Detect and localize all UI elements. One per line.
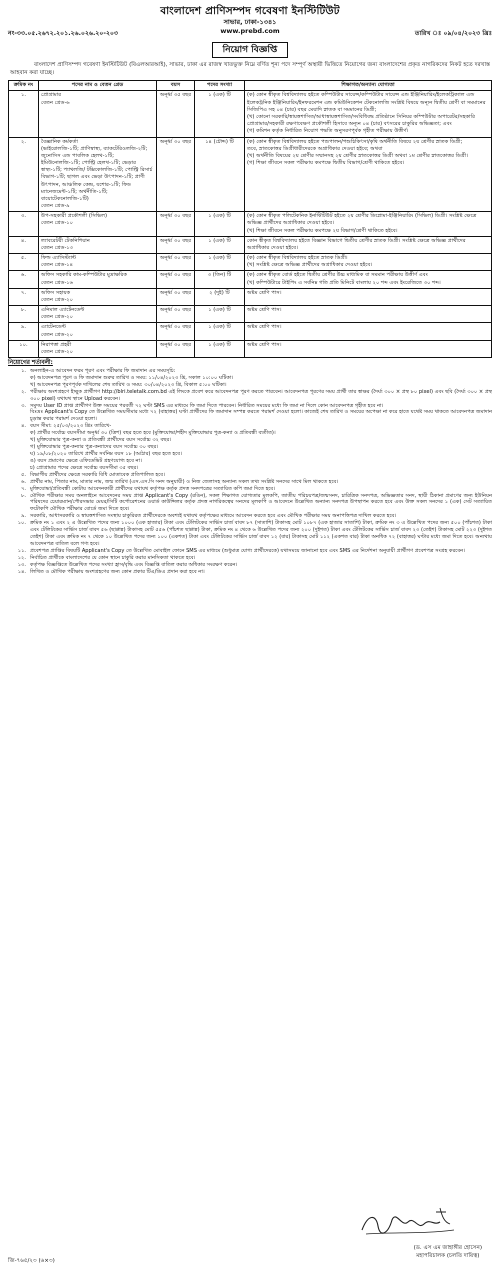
cell-serial: ৭. bbox=[9, 288, 39, 305]
term-item bbox=[8, 486, 492, 493]
term-item bbox=[8, 548, 492, 555]
vacancy-table-header bbox=[9, 81, 492, 91]
cell-post: এনিমাল এ্যাটেনডেন্ট বেতন গ্রেড-২০ bbox=[39, 306, 157, 323]
cell-count: ১৪ (চৌদ্দ) টি bbox=[195, 137, 245, 212]
term-text: মৌখিক পরীক্ষার সময় অনলাইনে আবেদনের সময় প্রাপ্ত Applicant's Copy (রঙিন), সকল শিক্ষাগত যোগ্যতার মূলকপি, জাতীয় পরিচয়পত্র/জন্মসনদ, চারিত্রিক সনদপত্র, অভিজ্ঞতার সনদ, স্থায়ী ঠিকানা প্রমাণের জন্য ইউনিয়ন পরিষদের চেয়ারম্যান/পৌরসভার মেয়র/সিটি কর্পোরেশনের ওয়ার্ড কাউন্সিলর কর্তৃক প্রদত্ত নাগরিকত্বের সনদের মূলকপি ও আবেদনে উল্লেখিত অন্যান্য সনদপত্র উপস্থাপন করতে হবে এবং উক্ত সকল সনদের ১ (এক) সেট সত্যায়িত ফটোকপি মৌখিক পরীক্ষার বোর্ডে জমা দিতে হবে। bbox=[30, 492, 492, 513]
cell-serial: ২. bbox=[9, 137, 39, 212]
term-text: বিভাগীয় প্রার্থীদের ক্ষেত্রে সরকারি বিধি মোতাবেক প্রতিপালিত হবে। bbox=[30, 471, 165, 478]
term-number: ৯. bbox=[21, 513, 26, 520]
term-item bbox=[8, 465, 492, 472]
cell-count: ১ (এক) টি bbox=[195, 340, 245, 357]
table-row bbox=[9, 271, 492, 288]
cell-age: অনূর্ধ্ব ৩০ বছর bbox=[157, 254, 195, 271]
term-item bbox=[8, 458, 492, 465]
cell-post: অফিস সহকারি কাম-কম্পিউটার মুদ্রাক্ষরিক বেতন গ্রেড-১৬ bbox=[39, 271, 157, 288]
cell-serial: ৮. bbox=[9, 306, 39, 323]
circular-title: নিয়োগ বিজ্ঞপ্তি bbox=[212, 42, 289, 58]
cell-age: অনূর্ধ্ব ৩০ বছর bbox=[157, 236, 195, 253]
term-number: ১. bbox=[21, 367, 26, 374]
term-number: ১১. bbox=[17, 547, 26, 554]
term-text: চ) প্রোগ্রামার পদের ক্ষেত্রে সর্বোচ্চ বয়সসীমা ৩৫ বছর। bbox=[30, 464, 139, 471]
table-row bbox=[9, 288, 492, 305]
term-text: বয়স সীমা: ২৫/০৩/২০২৩ খ্রিঃ তারিখে- bbox=[30, 423, 112, 430]
term-text: মুক্তিযোদ্ধা/প্রতিবন্ধী কোটায় আবেদনকারী প্রার্থীদের যথাযথ কর্তৃপক্ষ কর্তৃক প্রদত্ত সনদপত্রের সত্যায়িত কপি জমা দিতে হবে। bbox=[30, 485, 276, 492]
organization-website: www.prebd.com bbox=[220, 26, 280, 35]
cell-post: ল্যাবরেটরী টেকনিশিয়ান বেতন গ্রেড-১৩ bbox=[39, 236, 157, 253]
term-text: ক্রমিক নং ১ এবং ২ এ উল্লেখিত পদের জন্য ১০০০ (এক হাজার) টাকা এবং টেলিটকের সার্ভিস চার্জ বাবদ ৮৭ (সাতাশি) টাকাসহ মোট ১০৮৭ (এক হাজার সাতাশি) টাকা, ক্রমিক নং ৩ এ উল্লেখিত পদের জন্য ৫০০ (পাঁচশত) টাকা এবং টেলিটকের সার্ভিস চার্জ বাবদ ৫৬ (ছাপ্পান্ন) টাকাসহ মোট ৫৫৬ (পাঁচশত ছাপ্পান্ন) টাকা, ক্রমিক নং ৪ থেকে ৬ উল্লেখিত পদের জন্য ২০০ (দুইশত) টাকা এবং টেলিটকের সার্ভিস চার্জ বাবদ ২৩ (তেইশ) টাকাসহ মোট ২২৩ (দুইশত তেইশ) টাকা এবং ক্রমিক নং ৭ থেকে ১০ উল্লেখিত পদের জন্য ১০০ (একশত) টাকা এবং টেলিটকের সার্ভিস চার্জ বাবদ ১২ (বার) টাকাসহ মোট ১১২ (একশত বার) টাকা অনধিক ৭২ (বাহাত্তর) ঘণ্টার মধ্যে জমা দিতে হবে। অন্যথায় আবেদনপত্র বাতিল বলে গণ্য হবে। bbox=[30, 520, 492, 547]
table-row bbox=[9, 137, 492, 212]
term-item bbox=[8, 382, 492, 389]
term-text: ঘ) ১৯/০৮/২০২০ তারিখে প্রার্থীর সর্বনিম্ন বয়স ১৮ (আঠার) বছর হতে হবে। bbox=[30, 451, 182, 458]
cell-serial: ৬. bbox=[9, 271, 39, 288]
term-number: ৪. bbox=[21, 423, 26, 430]
cell-post: অফিস সহায়ক বেতন গ্রেড-২০ bbox=[39, 288, 157, 305]
cell-serial: ৩. bbox=[9, 212, 39, 237]
term-text: ক) প্রার্থীর সর্বোচ্চ বয়সসীমা অনূর্ধ্ব ৩০ (ত্রিশ) বছর হতে হবে (মুক্তিযোদ্ধা/শহীদ মুক্তিযোদ্ধার পুত্র-কন্যা ও প্রতিবন্ধী ব্যতীত)। bbox=[30, 430, 276, 437]
cell-serial: ১০. bbox=[9, 340, 39, 357]
col-header-age: বয়স bbox=[157, 81, 195, 91]
reference-number: নং-৩৩.০৫.২৬৭২.২০১.২৬.০২৬.২০-২০৩ bbox=[8, 29, 119, 37]
cell-serial: ৪. bbox=[9, 236, 39, 253]
cell-serial: ১. bbox=[9, 91, 39, 137]
cell-qualification: (ক) কোন স্বীকৃত বিশ্ববিদ্যালয় হইতে কম্পিউটার সায়েন্স/কম্পিউটার সায়েন্স এন্ড ইঞ্জিনিয়ারিং/ইলেকট্রিক্যাল এন্ড ইলেকট্রনিক ইঞ্জিনিয়ারিং/ইনফরমেশন এন্ড কমিউনিকেশন টেকনোলজি সংশ্লিষ্ট বিষয়ে অন্যূন দ্বিতীয় শ্রেণী বা সমমানের সিজিপিএ সহ ০৪ (চার) বছর মেয়াদি স্নাতক বা সমমানের ডিগ্রী; (খ) কোনো সরকারি/স্বায়ত্তশাসিত/আধাস্বায়ত্তশাসিত/সংবিধিবদ্ধ প্রতিষ্ঠানে সিনিয়র কম্পিউটার অপারেটর/সহকারি প্রোগ্রামার/সহকারী রক্ষণাবেক্ষণ প্রকৌশলী হিসাবে অন্যূন ০৪ (চার) বৎসরের চাকুরির অভিজ্ঞতা; এবং (গ) কমিশন কর্তৃক নির্ধারিত নিয়োগ পদ্ধতি অনুসরণপূর্বক গৃহীত পরীক্ষায় উত্তীর্ণ। bbox=[245, 91, 492, 137]
term-item bbox=[8, 389, 492, 403]
term-item bbox=[8, 562, 492, 569]
cell-count: ১ (এক) টি bbox=[195, 212, 245, 237]
cell-qualification: কোন স্বীকৃত বিশ্ববিদ্যালয় হইতে বিজ্ঞান বিভাগে দ্বিতীয় শ্রেণীর স্নাতক ডিগ্রী। সংশ্লিষ্ট ক্ষেত্রে অভিজ্ঞ প্রার্থীদের অগ্রাধিকার দেওয়া হইবে। bbox=[245, 236, 492, 253]
cell-age: অনূর্ধ্ব ৩০ বছর bbox=[157, 340, 195, 357]
col-header-post: পদের নাম ও বেতন গ্রেড bbox=[39, 81, 157, 91]
signatory-designation: মহাপরিচালক (চলতি দায়িত্ব) bbox=[416, 1253, 480, 1260]
term-text: গ) মুক্তিযোদ্ধার পুত্র-কন্যার পুত্র-কন্যাদের বয়স সর্বোচ্চ ৩০ বছর। bbox=[30, 444, 159, 451]
term-number: ২. bbox=[21, 388, 26, 395]
cell-age: অনূর্ধ্ব ৩০ বছর bbox=[157, 288, 195, 305]
col-header-serial: ক্রমিক নং bbox=[9, 81, 39, 91]
cell-qualification: অষ্টম শ্রেণি পাস। bbox=[245, 323, 492, 340]
cell-post: নিরাপত্তা প্রহরী বেতন গ্রেড-২০ bbox=[39, 340, 157, 357]
circular-date: তারিখ ঃ ০৯/০৪/২০২৩ খ্রিঃ bbox=[414, 29, 492, 37]
cell-post: প্রোগ্রামার বেতন গ্রেড-৬ bbox=[39, 91, 157, 137]
term-item bbox=[8, 368, 492, 375]
term-text: কর্তৃপক্ষ বিজ্ঞপ্তিতে উল্লেখিত পদের সংখ্যা হ্রাস/বৃদ্ধি এবং বিজ্ঞপ্তি বাতিল করার অধিকার সংরক্ষণ করেন। bbox=[30, 561, 238, 568]
organization-name: বাংলাদেশ প্রাণিসম্পদ গবেষণা ইনস্টিটিউট bbox=[160, 5, 340, 17]
term-item bbox=[8, 444, 492, 451]
term-number: ৭. bbox=[21, 485, 26, 492]
term-number bbox=[8, 465, 30, 472]
term-number bbox=[8, 382, 30, 389]
term-number bbox=[8, 375, 30, 382]
table-row bbox=[9, 306, 492, 323]
term-item bbox=[8, 493, 492, 514]
organization-address: সাভার, ঢাকা-১৩৪১ bbox=[223, 18, 277, 27]
term-item bbox=[8, 451, 492, 458]
col-header-qualification: শিক্ষাগত/অন্যান্য যোগ্যতা bbox=[245, 81, 492, 91]
cell-qualification: (ক) কোন স্বীকৃত বিশ্ববিদ্যালয় হইতে স্নাতক ডিগ্রী। (খ) সংশ্লিষ্ট ক্ষেত্রে অভিজ্ঞ প্রার্থীদের অগ্রাধিকার দেওয়া হইবে। bbox=[245, 254, 492, 271]
cell-serial: ৯. bbox=[9, 323, 39, 340]
signatory-name: (ড. এস এম জাহাঙ্গীর হোসেন) bbox=[413, 1245, 482, 1251]
cell-age: অনূর্ধ্ব ৩০ বছর bbox=[157, 323, 195, 340]
term-number: ৩. bbox=[21, 402, 26, 409]
table-row bbox=[9, 340, 492, 357]
cell-post: উপ-সহকারী প্রকৌশলী (সিভিল) বেতন গ্রেড-১০ bbox=[39, 212, 157, 237]
term-text: প্রার্থীর নাম, পিতার নাম, মাতার নাম, জন্ম তারিখ (এস.এস.সি সনদ অনুযায়ী) ও নিজ জেলাসহ অন্যান্য সকল তথ্য সংশ্লিষ্ট সনদের সাথে মিল থাকতে হবে। bbox=[30, 478, 339, 485]
term-text: অনলাইন-এ আবেদন ফরম পূরণ এবং পরীক্ষার ফি জমাদান এর সময়সূচি: bbox=[30, 367, 176, 374]
cell-age: অনূর্ধ্ব ৩০ বছর bbox=[157, 306, 195, 323]
term-number: ১০. bbox=[17, 520, 26, 527]
term-item bbox=[8, 479, 492, 486]
term-text: লিখিত ও মৌখিক পরীক্ষায় অংশগ্রহণের জন্য কোন প্রকার টিএ/ডিএ প্রদান করা হবে না। bbox=[30, 568, 205, 575]
cell-age: অনূর্ধ্ব ৩০ বছর bbox=[157, 271, 195, 288]
cell-qualification: অষ্টম শ্রেণি পাস। bbox=[245, 340, 492, 357]
cell-count: ১ (এক) টি bbox=[195, 91, 245, 137]
intro-paragraph: বাংলাদেশ প্রাণিসম্পদ গবেষণা ইনস্টিটিউট (বিএলআরআই), সাভার, ঢাকা এর রাজস্ব খাতভুক্ত নিম্নে বর্ণিত শূন্য পদে সম্পূর্ণ অস্থায়ী ভিত্তিতে নিয়োগের জন্য বাংলাদেশের প্রকৃত নাগরিকদের নিকট হতে দরখাস্ত আহবান করা যাচ্ছে। bbox=[10, 62, 490, 76]
cell-age: অনূর্ধ্ব ৩০ বছর bbox=[157, 212, 195, 237]
term-text: প্রবেশপত্র প্রাপ্তির বিষয়টি Applicant's Copy তে উল্লেখিত মোবাইল ফোনে SMS এর মাধ্যমে (শুধুমাত্র যোগ্য প্রার্থীদেরকে) যথাসময়ে জানানো হবে এবং SMS এর নির্দেশনা অনুযায়ী প্রার্থীগণ প্রবেশপত্র সংগ্রহ করবেন। bbox=[30, 547, 466, 554]
term-number bbox=[8, 409, 30, 423]
cell-qualification: (ক) কোন স্বীকৃত বোর্ড হইতে দ্বিতীয় শ্রেণীর উচ্চ মাধ্যমিক বা সমমান পরীক্ষায় উত্তীর্ণ এবং (খ) কম্পিউটারে টাইপিং এ সর্বনিম্ন গতি প্রতি মিনিটে বাংলায় ২০ শব্দ এবং ইংরেজিতে ৩০ শব্দ। bbox=[245, 271, 492, 288]
term-item bbox=[8, 520, 492, 548]
cell-post: ফিল্ড এ্যাসিস্ট্যান্ট বেতন গ্রেড-১৪ bbox=[39, 254, 157, 271]
term-item bbox=[8, 409, 492, 423]
cell-serial: ৫. bbox=[9, 254, 39, 271]
term-text: সমুদয় User ID প্রাপ্ত প্রার্থীগণ উক্ত সময়ের পরবর্তী ৭২ ঘণ্টা SMS এর মাধ্যমে ফি জমা দিতে পারবেন। নির্ধারিত সময়ের মধ্যে ফি জমা না দিলে কোন আবেদনপত্র গৃহীত হবে না। bbox=[30, 402, 384, 409]
term-text: পরীক্ষায় অংশগ্রহণে ইচ্ছুক প্রার্থীগণ http://blri.teletalk.com.bd এই লিংকে প্রবেশ করে আবেদনপত্র পূরণ করতে পারবেন। আবেদনপত্র পূরণের সময় প্রার্থী তার স্বাক্ষর (দৈর্ঘ্য ৩০০ × প্রস্থ ৮০ pixel) এবং ছবি (দৈর্ঘ্য ৩০০ × প্রস্থ ৩০০ pixel) যথাযথ স্থানে Upload করবেন। bbox=[30, 388, 492, 402]
handwritten-signature bbox=[354, 1204, 464, 1242]
term-number bbox=[8, 458, 30, 465]
cell-qualification: (ক) কোন স্বীকৃত বিশ্ববিদ্যালয় হইতে পশুপালন/পশুচিকিৎসা/কৃষি অর্থনীতি বিষয়ে ২য় শ্রেণীর স্নাতক ডিগ্রী; তবে, স্নাতকোত্তর ডিগ্রীধারীদেরকে অগ্রাধিকার দেওয়া হইবে; অথবা (খ) অর্থনীতি বিষয়ের ২য় শ্রেণীর সম্মানসহ ২য় শ্রেণীর স্নাতকোত্তর ডিগ্রী অথবা ১ম শ্রেণীর স্নাতকোত্তর ডিগ্রী। (গ) শিক্ষা জীবনে সকল পরীক্ষায় কমপক্ষে দ্বিতীয় বিভাগ/শ্রেণী থাকিতে হইবে। bbox=[245, 137, 492, 212]
cell-post: এ্যাটেনডেন্ট বেতন গ্রেড-২০ bbox=[39, 323, 157, 340]
cell-count: ১ (এক) টি bbox=[195, 323, 245, 340]
table-row bbox=[9, 236, 492, 253]
cell-count: ১ (এক) টি bbox=[195, 236, 245, 253]
term-item bbox=[8, 375, 492, 382]
term-text: নির্বাচিত প্রার্থীকে বাংলাদেশের যে কোন স্থানে চাকুরি করার মানসিকতা থাকতে হবে। bbox=[30, 554, 196, 561]
term-number bbox=[8, 437, 30, 444]
term-number: ৬. bbox=[21, 478, 26, 485]
cell-post: বৈজ্ঞানিক কর্মকর্তা (ভাইরোলজি-১টি; প্রাণিস্বাস্থ্য, ব্যাকটেরিওলজি-২টি; জুনোসিস এন্ড পাবলিক হেলথ-১টি; ইমিউনোলজি-১টি; পোল্ট্রি হেলথ-১টি; ভেড়ার স্বাস্থ্য-১টি; প্যাথলজি/ টক্সিকোলজি-১টি; পোল্ট্রি রিসার্চ বিভাগ-১টি; ছাগল এবং ভেড়া উৎপাদন-১টি; প্রাণী উৎপাদন, আঞ্চলিক কেন্দ্র, যশোর-১টি; ফিড ম্যানেজমেন্ট-১টি; অর্থনীতি-১টি; বায়োটেকনোলজি-১টি) বেতন গ্রেড-৯ bbox=[39, 137, 157, 212]
term-text: খ) আবেদনপত্র পূরণপূর্বক দাখিলের শেষ তারিখ ও সময়: ৩০/০৪/২০২৩ খ্রি, বিকাল ৫:০০ ঘটিকা। bbox=[30, 381, 227, 388]
table-row bbox=[9, 91, 492, 137]
table-row bbox=[9, 212, 492, 237]
cell-count: ১ (এক) টি bbox=[195, 306, 245, 323]
terms-list bbox=[8, 368, 492, 576]
vacancy-table bbox=[8, 80, 492, 358]
cell-age: অনূর্ধ্ব ৩৫ বছর bbox=[157, 91, 195, 137]
term-number: ১৪. bbox=[17, 568, 26, 575]
term-text: ক) আবেদনপত্র পূরণ ও ফি জমাদান শুরুর তারিখ ও সময়: ১১/০৪/২০২৩ খ্রি, সকাল ১০:০০ ঘটিকা। bbox=[30, 374, 234, 381]
term-number: ৫. bbox=[21, 471, 26, 478]
term-number bbox=[8, 430, 30, 437]
term-text: বিঃদ্রঃ Applicant's Copy তে উল্লেখিত সময়সীমার মধ্যে ৭২ (বাহাত্তর) ঘণ্টা প্রার্থীদের ফি জমাদান সম্পন্ন করতে পরামর্শ দেওয়া হলো। কাজেই শেষ তারিখ ও সময়ের অপেক্ষা না করে হাতে যথেষ্ট সময় থাকতে আবেদনপত্র জমাদান চূড়ান্ত করার পরামর্শ দেওয়া হলো। bbox=[30, 409, 492, 423]
term-item bbox=[8, 472, 492, 479]
term-item bbox=[8, 555, 492, 562]
cell-count: ১ (এক) টি bbox=[195, 254, 245, 271]
signatory bbox=[414, 1244, 482, 1261]
cell-qualification: অষ্টম শ্রেণি পাস। bbox=[245, 306, 492, 323]
cell-age: অনূর্ধ্ব ৩০ বছর bbox=[157, 137, 195, 212]
term-text: সরকারি, আধাসরকারি ও স্বায়ত্তশাসিত সংস্থায় চাকুরিরত প্রার্থীদেরকে অবশ্যই যথাযথ কর্তৃপক্ষের মাধ্যমে আবেদন করতে হবে এবং মৌখিক পরীক্ষার সময় অনাপত্তিপত্র দাখিল করতে হবে। bbox=[30, 513, 397, 520]
col-header-count: পদের সংখ্যা bbox=[195, 81, 245, 91]
cell-qualification: অষ্টম শ্রেণি পাস। bbox=[245, 288, 492, 305]
memo-number: জি-৭৬৫/২৩ (৬×৩) bbox=[8, 1258, 55, 1265]
cell-qualification: (ক) কোন স্বীকৃত পলিটেকনিক ইনস্টিটিউট হইতে ২য় শ্রেণীর ডিপ্লোমা-ইঞ্জিনিয়ারিং (সিভিল) ডিগ্রী। সংশ্লিষ্ট ক্ষেত্রে অভিজ্ঞ প্রার্থীদের অগ্রাধিকার দেওয়া হইবে। (খ) শিক্ষা জীবনে সকল পরীক্ষায় কমপক্ষে ২য় বিভাগ/শ্রেণী থাকিতে হইবে। bbox=[245, 212, 492, 237]
term-text: খ) মুক্তিযোদ্ধার পুত্র-কন্যা ও প্রতিবন্ধী প্রার্থীদের বয়স সর্বোচ্চ ৩২ বছর। bbox=[30, 437, 172, 444]
cell-count: ২ (দুই) টি bbox=[195, 288, 245, 305]
terms-title: নিয়োগের শর্তাবলী: bbox=[8, 360, 53, 367]
term-number: ৮. bbox=[21, 492, 26, 499]
job-circular-page bbox=[8, 4, 492, 1274]
signature-block bbox=[8, 1204, 492, 1274]
vacancy-table-body bbox=[9, 91, 492, 358]
term-number bbox=[8, 451, 30, 458]
table-row bbox=[9, 254, 492, 271]
term-number: ১৩. bbox=[17, 561, 26, 568]
term-text: ঙ) বয়স প্রমাণের ক্ষেত্রে এফিডেভিট গ্রহণযোগ্য হবে না। bbox=[30, 457, 142, 464]
term-number: ১২. bbox=[17, 554, 26, 561]
term-number bbox=[8, 444, 30, 451]
cell-count: ৩ (তিন) টি bbox=[195, 271, 245, 288]
term-item bbox=[8, 569, 492, 576]
table-row bbox=[9, 323, 492, 340]
